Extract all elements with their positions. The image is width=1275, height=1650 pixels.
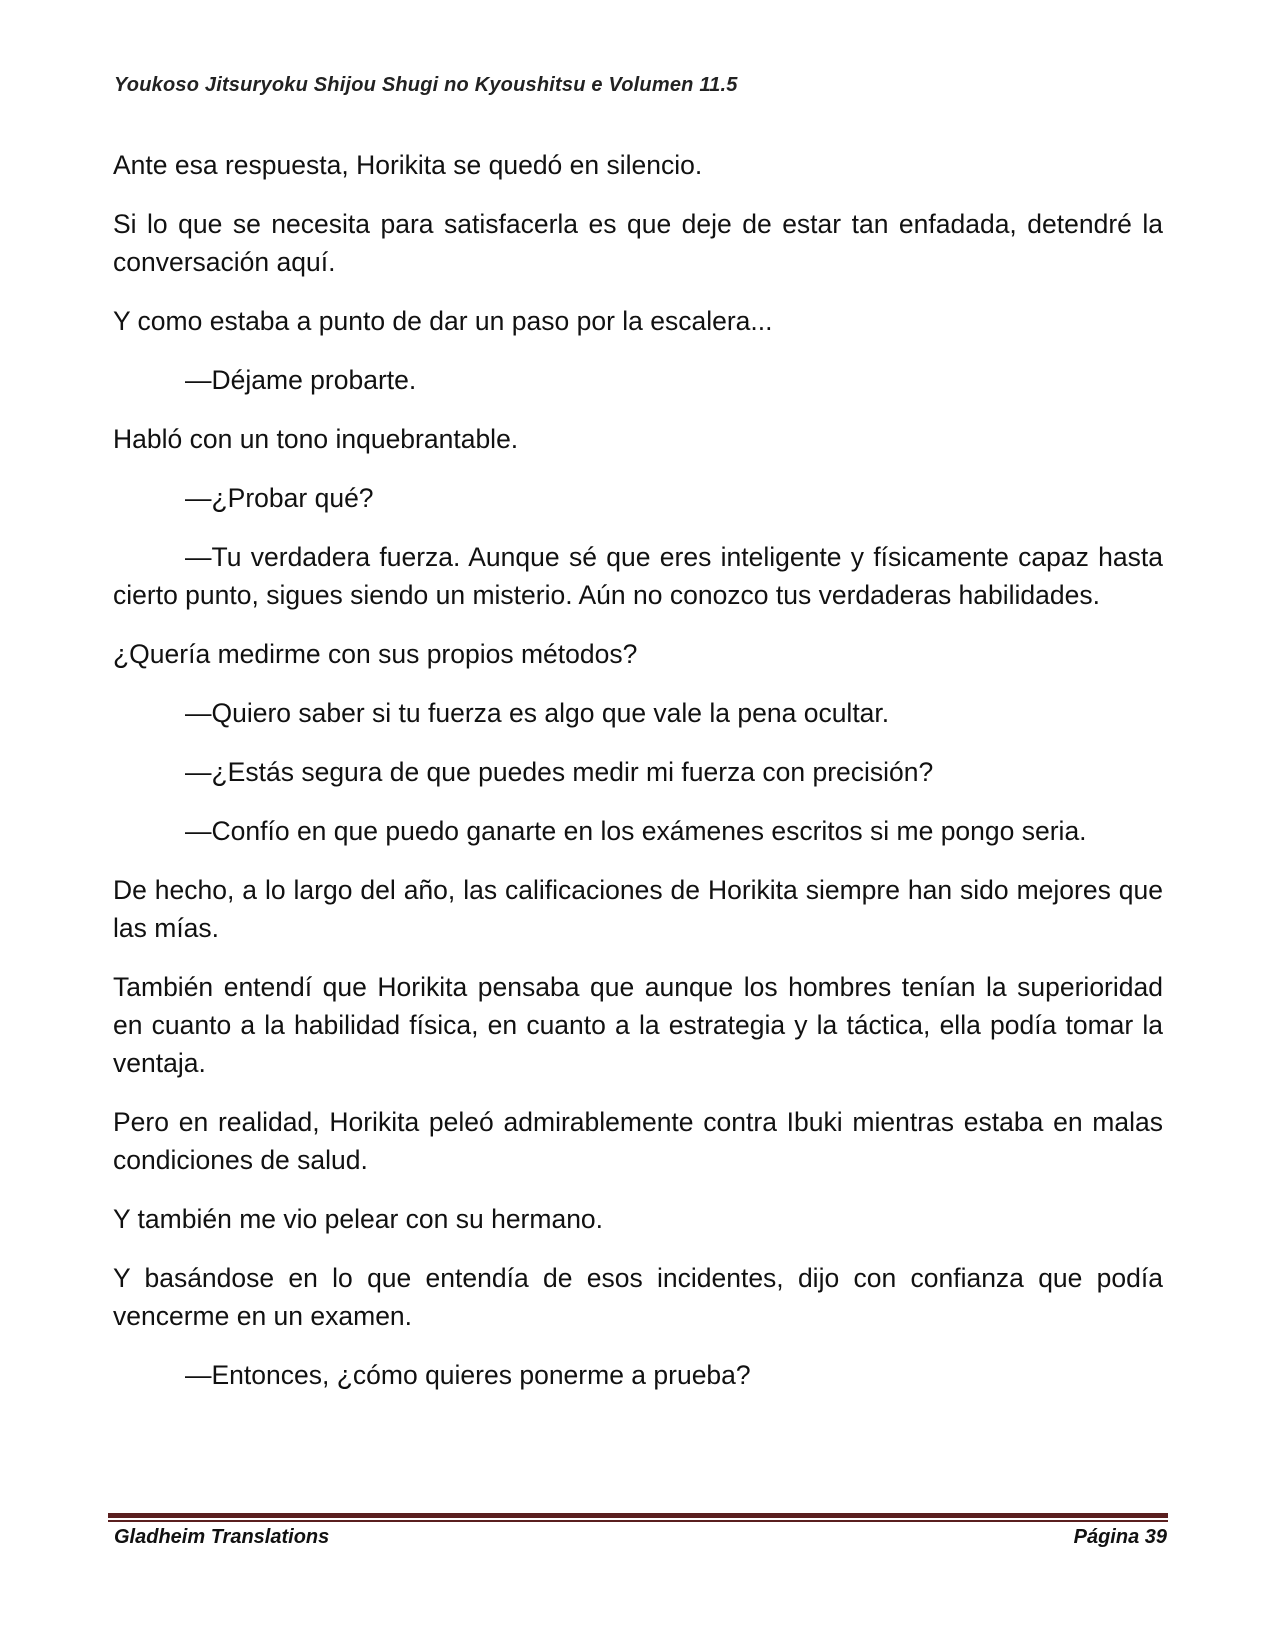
page-number: Página 39	[1073, 1526, 1167, 1548]
dialog-paragraph: —Entonces, ¿cómo quieres ponerme a prueba?	[185, 1360, 751, 1390]
paragraph: Si lo que se necesita para satisfacerla es que deje de estar tan enfadada, detendré la conversación aquí.	[113, 209, 1163, 277]
paragraph: Habló con un tono inquebrantable.	[113, 424, 519, 454]
body-text	[113, 146, 1163, 1415]
footer-divider-thin	[108, 1520, 1168, 1522]
paragraph: Y basándose en lo que entendía de esos incidentes, dijo con confianza que podía vencerme en un examen.	[113, 1263, 1163, 1331]
page-header-title: Youkoso Jitsuryoku Shijou Shugi no Kyoushitsu e Volumen 11.5	[114, 74, 738, 96]
footer-divider-thick	[108, 1513, 1168, 1518]
dialog-paragraph: —Quiero saber si tu fuerza es algo que vale la pena ocultar.	[185, 698, 890, 728]
paragraph: Y como estaba a punto de dar un paso por la escalera...	[113, 306, 773, 336]
dialog-paragraph: —Confío en que puedo ganarte en los exámenes escritos si me pongo seria.	[185, 816, 1087, 846]
paragraph: Ante esa respuesta, Horikita se quedó en silencio.	[113, 150, 703, 180]
footer-divider	[108, 1513, 1168, 1522]
dialog-paragraph: —¿Probar qué?	[185, 483, 374, 513]
paragraph: Y también me vio pelear con su hermano.	[113, 1204, 604, 1234]
paragraph: De hecho, a lo largo del año, las calificaciones de Horikita siempre han sido mejores que las mías.	[113, 875, 1163, 943]
paragraph: Pero en realidad, Horikita peleó admirablemente contra Ibuki mientras estaba en malas condiciones de salud.	[113, 1107, 1163, 1175]
paragraph: ¿Quería medirme con sus propios métodos?	[113, 639, 638, 669]
paragraph: También entendí que Horikita pensaba que aunque los hombres tenían la superioridad en cuanto a la habilidad física, en cuanto a la estrategia y la táctica, ella podía tomar la ventaja.	[113, 972, 1163, 1078]
dialog-paragraph: —Tu verdadera fuerza. Aunque sé que eres inteligente y físicamente capaz hasta cierto punto, sigues siendo un misterio. Aún no conozco tus verdaderas habilidades.	[113, 542, 1163, 610]
dialog-paragraph: —¿Estás segura de que puedes medir mi fuerza con precisión?	[185, 757, 934, 787]
dialog-paragraph: —Déjame probarte.	[185, 365, 417, 395]
footer-credit: Gladheim Translations	[114, 1526, 330, 1548]
